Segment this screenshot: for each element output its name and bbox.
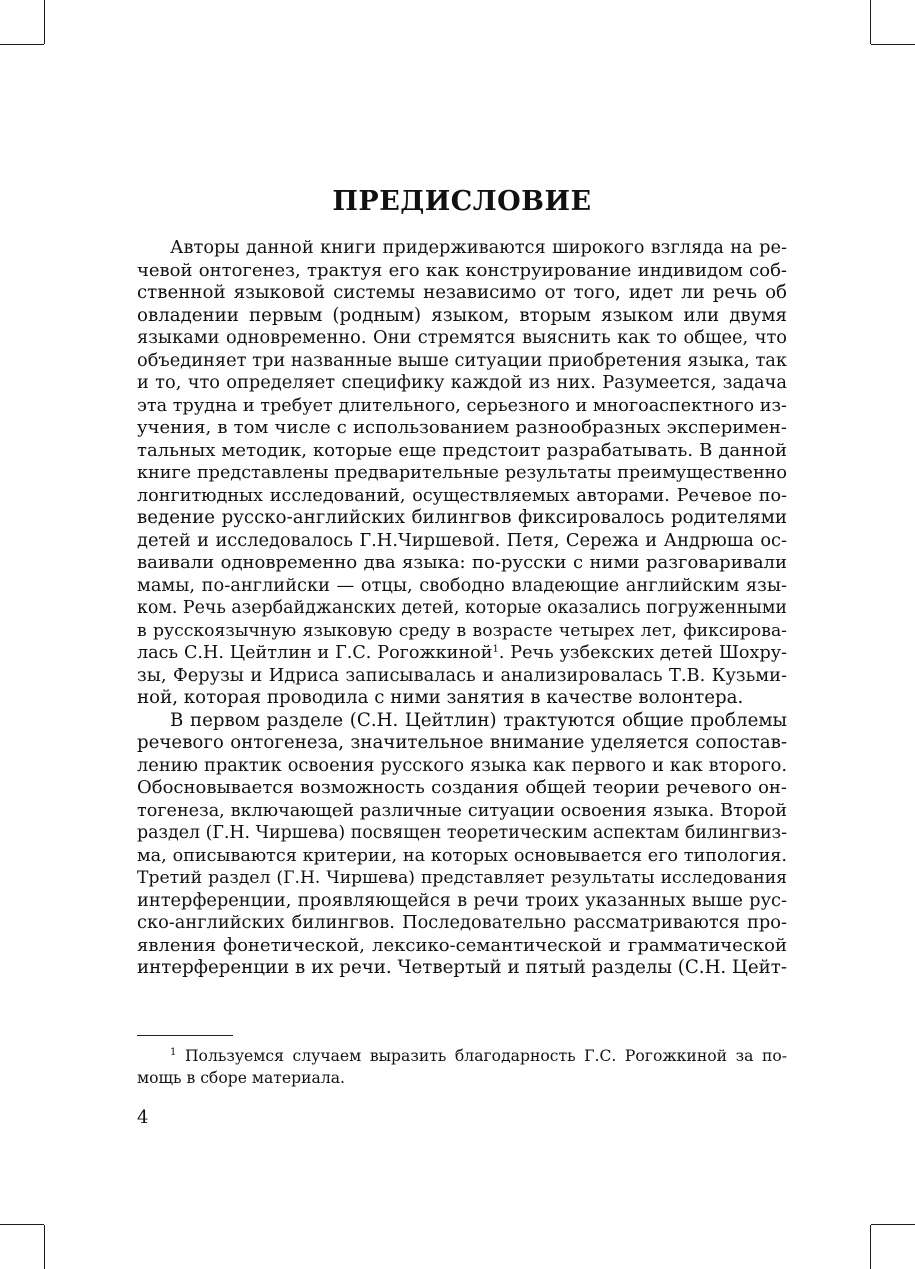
text-line: тальных методик, которые еще предстоит разрабатывать. В данной xyxy=(137,439,787,461)
crop-mark-top-left-horizontal xyxy=(0,44,44,45)
footnote-marker: 1 xyxy=(170,1047,177,1058)
crop-mark-bottom-left-vertical xyxy=(44,1225,45,1269)
text-line: зы, Ферузы и Идриса записывалась и анализировалась Т.В. Кузьми- xyxy=(137,664,787,686)
paragraph-1 xyxy=(137,237,787,710)
text-line: и то, что определяет специфику каждой из них. Разумеется, задача xyxy=(137,372,787,393)
body-text xyxy=(137,237,787,980)
text-line: интерференции в их речи. Четвертый и пятый разделы (С.Н. Цейт- xyxy=(137,957,787,978)
text-line: В первом разделе (С.Н. Цейтлин) трактуются общие проблемы xyxy=(170,709,787,731)
text-line: явления фонетической, лексико-семантической и грамматической xyxy=(137,934,787,956)
footnote-reference[interactable]: 1 xyxy=(492,644,499,655)
footnote-line: мощь в сборе материала. xyxy=(137,1069,345,1087)
text-line-part: . Речь узбекских детей Шохру- xyxy=(498,643,788,663)
text-line: лонгитюдных исследований, осуществляемых авторами. Речевое по- xyxy=(137,485,787,506)
text-line: Авторы данной книги придерживаются широкого взгляда на ре- xyxy=(170,237,787,258)
text-line: эта трудна и требует длительного, серьезного и многоаспектного из- xyxy=(137,395,787,416)
text-line: ско-английских билингвов. Последовательно рассматриваются про- xyxy=(137,912,787,933)
crop-mark-bottom-right-horizontal xyxy=(871,1224,915,1225)
text-line: тогенеза, включающей различные ситуации освоения языка. Второй xyxy=(137,800,787,821)
text-line: лению практик освоения русского языка как первого и как второго. xyxy=(137,754,787,776)
text-line: объединяет три названные выше ситуации приобретения языка, так xyxy=(137,349,787,371)
page-title: ПРЕДИСЛОВИЕ xyxy=(332,186,592,217)
text-line: ной, которая проводила с ними занятия в качестве волонтера. xyxy=(137,687,744,708)
footnote-separator xyxy=(137,1035,233,1036)
text-line: ком. Речь азербайджанских детей, которые оказались погруженными xyxy=(137,598,788,618)
crop-mark-top-right-horizontal xyxy=(871,44,915,45)
paragraph-2 xyxy=(137,710,787,980)
text-line: речевого онтогенеза, значительное внимание уделяется сопостав- xyxy=(137,732,787,753)
text-line-with-footnote xyxy=(137,642,787,665)
crop-mark-top-left-vertical xyxy=(44,0,45,44)
page-number: 4 xyxy=(137,1107,149,1128)
text-line: ма, описываются критерии, на которых основывается его типология. xyxy=(137,845,787,866)
text-line: в русскоязычную языковую среду в возрасте четырех лет, фиксирова- xyxy=(137,620,787,641)
text-line: книге представлены предварительные результаты преимущественно xyxy=(137,463,787,483)
footnote xyxy=(137,1045,787,1089)
footnote-line xyxy=(137,1045,787,1067)
text-line: детей и исследовалось Г.Н.Чиршевой. Петя, Сережа и Андрюша ос- xyxy=(137,529,787,551)
text-line: мамы, по-английски — отцы, свободно владеющие английским язы- xyxy=(137,574,787,596)
text-line: ведение русско-английских билингвов фиксировалось родителями xyxy=(137,507,787,528)
crop-mark-bottom-right-vertical xyxy=(870,1225,871,1269)
crop-mark-top-right-vertical xyxy=(870,0,871,44)
text-line: языками одновременно. Они стремятся выяснить как то общее, что xyxy=(137,327,787,348)
text-line: Третий раздел (Г.Н. Чиршева) представляет результаты исследования xyxy=(137,868,787,888)
footnote-text: Пользуемся случаем выразить благодарность Г.С. Рогожкиной за по- xyxy=(184,1047,787,1065)
crop-mark-bottom-left-horizontal xyxy=(0,1224,44,1225)
text-line: овладении первым (родным) языком, вторым языком или двумя xyxy=(137,304,787,326)
text-line: раздел (Г.Н. Чиршева) посвящен теоретическим аспектам билингвиз- xyxy=(137,823,787,843)
text-line: интерференции, проявляющейся в речи троих указанных выше рус- xyxy=(137,889,787,911)
text-line: Обосновывается возможность создания общей теории речевого он- xyxy=(137,777,787,798)
text-line: учения, в том числе с использованием разнообразных эксперимен- xyxy=(137,417,787,438)
text-line: ственной языковой системы независимо от того, идет ли речь об xyxy=(137,282,787,303)
text-line-part: лась С.Н. Цейтлин и Г.С. Рогожкиной xyxy=(137,643,493,663)
text-line: ваивали одновременно два языка: по-русски с ними разговаривали xyxy=(137,552,787,573)
text-line: чевой онтогенез, трактуя его как конструирование индивидом соб- xyxy=(137,259,787,281)
